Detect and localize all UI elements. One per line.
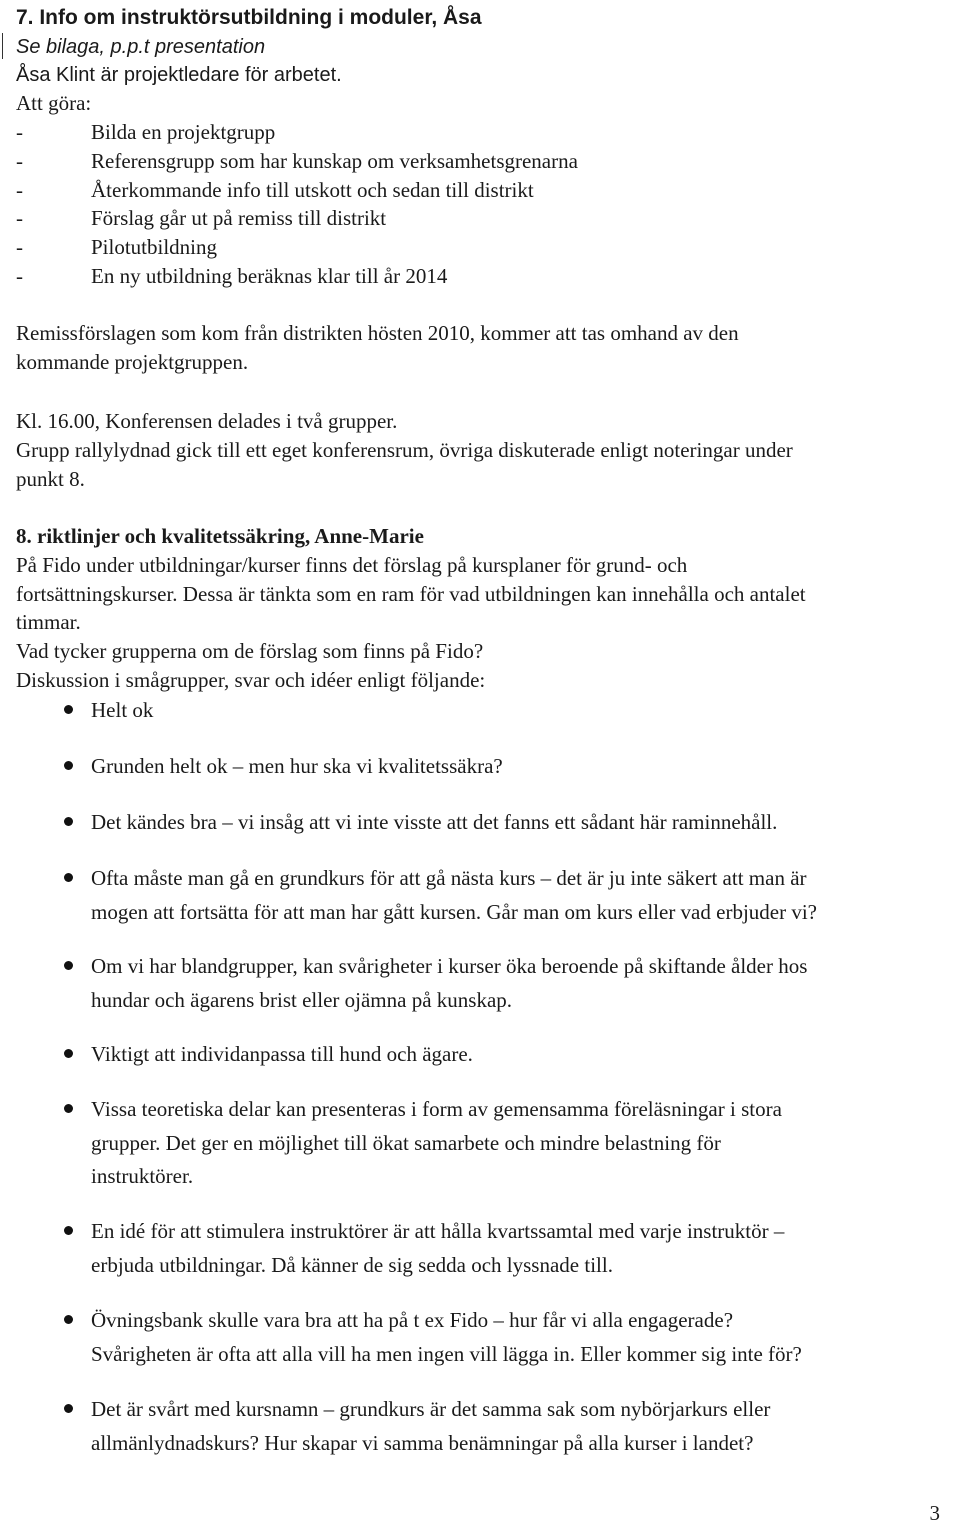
todo-item: - Återkommande info till utskott och sedan till distrikt	[16, 178, 534, 202]
todo-item: - Bilda en projektgrupp	[16, 120, 276, 144]
bullet-icon	[64, 1104, 73, 1113]
todo-item: - Förslag går ut på remiss till distrikt	[16, 206, 387, 230]
remiss-text-line: Remissförslagen som kom från distrikten hösten 2010, kommer att tas omhand av den	[16, 321, 739, 345]
attachment-note: Se bilaga, p.p.t presentation	[16, 36, 266, 58]
bullet-icon	[64, 961, 73, 970]
section-8-discussion: Diskussion i smågrupper, svar och idéer enligt följande:	[16, 668, 486, 692]
bullet-icon	[64, 1049, 73, 1058]
section-8-intro-line: fortsättningskurser. Dessa är tänkta som en ram för vad utbildningen kan innehålla och antalet	[16, 582, 806, 606]
bullet-icon	[64, 705, 73, 714]
todo-label: Att göra:	[16, 91, 92, 115]
bullet-icon	[64, 761, 73, 770]
bullet-icon	[64, 1226, 73, 1235]
page-number: 3	[929, 1501, 940, 1525]
bullet-icon	[64, 873, 73, 882]
remiss-text-line: kommande projektgruppen.	[16, 350, 249, 374]
todo-item: - Referensgrupp som har kunskap om verksamhetsgrenarna	[16, 149, 578, 173]
group-text-line: punkt 8.	[16, 467, 85, 491]
group-text-line: Grupp rallylydnad gick till ett eget konferensrum, övriga diskuterade enligt noteringar under	[16, 438, 793, 462]
todo-item: - Pilotutbildning	[16, 235, 218, 259]
change-bar	[2, 33, 3, 59]
section-8-question: Vad tycker grupperna om de förslag som finns på Fido?	[16, 639, 484, 663]
section-8-intro-line: timmar.	[16, 610, 81, 634]
conference-split-line: Kl. 16.00, Konferensen delades i två grupper.	[16, 409, 398, 433]
section-7-heading: 7. Info om instruktörsutbildning i moduler, Åsa	[16, 6, 482, 29]
section-8-heading: 8. riktlinjer och kvalitetssäkring, Anne-Marie	[16, 524, 424, 548]
bullet-icon	[64, 817, 73, 826]
document-page: 7. Info om instruktörsutbildning i moduler, Åsa Se bilaga, p.p.t presentation Åsa Klint är projektledare för arbetet. Att göra: - Bilda en projektgrupp - Referensgrupp som har kunskap om verksamhetsgrenarna - Återkommande info till utskott och sedan till distrikt - Förslag går ut på remiss till distrikt - Pilotutbildning - En ny utbildning beräknas klar till år 2014 Remissförslagen som kom från distrikten hösten 2010, kommer att tas omhand av den kommande projektgruppen. Kl. 16.00, Konferensen delades i två grupper. Grupp rallylydnad gick till ett eget konferensrum, övriga diskuterade enligt noteringar under punkt 8. 8. riktlinjer och kvalitetssäkring, Anne-Marie På Fido under utbildningar/kurser finns det förslag på kursplaner för grund- och fortsättningskurser. Dessa är tänkta som en ram för vad utbildningen kan innehålla och antalet timmar. Vad tycker grupperna om de förslag som finns på Fido? Diskussion i smågrupper, svar och idéer enligt följande: Helt ok Grunden helt ok – men hur ska vi kvalitetssäkra? Det kändes bra – vi insåg att vi inte visste att det fanns ett sådant här raminnehåll. Ofta måste man gå en grundkurs för att gå nästa kurs – det är ju inte säkert att man är mogen att fortsätta för att man har gått kursen. Går man om kurs eller vad erbjuder vi? Om vi har blandgrupper, kan svårigheter i kurser öka beroende på skiftande ålder hos hundar och ägarens brist eller ojämna på kunskap. Viktigt att individanpassa till hund och ägare. Vissa teoretiska delar kan presenteras i form av gemensamma föreläsningar i stora grupper. Det ger en möjlighet till ökat samarbete och mindre belastning för instruktörer. En idé för att stimulera instruktörer är att hålla kvartssamtal med varje instruktör – erbjuda utbildningar. Då känner de sig sedda och lyssnade till. Övningsbank skulle vara bra att ha på t ex Fido – hur får vi alla engagerade? Svårigheten är ofta att alla vill ha men ingen vill lägga in. Eller kommer sig inte för? Det är svårt med kursnamn – grundkurs är det samma sak som nybörjarkurs eller allmänlydnadskurs? Hur skapar vi samma benämningar på alla kurser i landet? 3	[0, 0, 960, 1532]
bullet-icon	[64, 1404, 73, 1413]
project-leader-line: Åsa Klint är projektledare för arbetet.	[16, 64, 342, 86]
section-8-intro-line: På Fido under utbildningar/kurser finns det förslag på kursplaner för grund- och	[16, 553, 688, 577]
todo-item: - En ny utbildning beräknas klar till år 2014	[16, 264, 448, 288]
bullet-icon	[64, 1315, 73, 1324]
